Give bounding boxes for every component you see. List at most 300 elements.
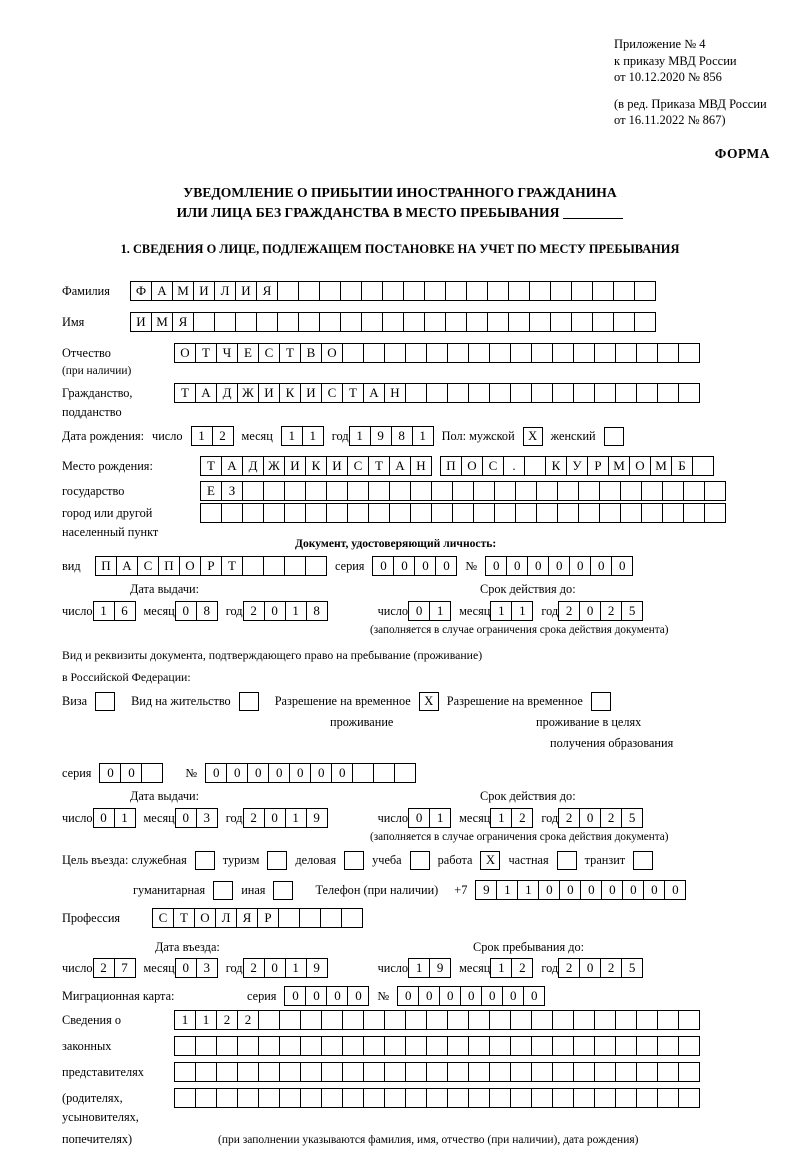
- char-cell[interactable]: [447, 1010, 469, 1030]
- char-cell[interactable]: [342, 1010, 364, 1030]
- char-cell[interactable]: [214, 312, 236, 332]
- char-cell[interactable]: [473, 481, 495, 501]
- char-cell[interactable]: [300, 1010, 322, 1030]
- birth-year-input[interactable]: [349, 426, 434, 446]
- char-cell[interactable]: [531, 343, 553, 363]
- char-cell[interactable]: [405, 383, 427, 403]
- char-cell[interactable]: [258, 1062, 280, 1082]
- char-cell[interactable]: 0: [502, 986, 524, 1006]
- char-cell[interactable]: [636, 1010, 658, 1030]
- char-cell[interactable]: [216, 1036, 238, 1056]
- char-cell[interactable]: [277, 312, 299, 332]
- char-cell[interactable]: [368, 503, 390, 523]
- char-cell[interactable]: [468, 343, 490, 363]
- char-cell[interactable]: [634, 312, 656, 332]
- char-cell[interactable]: [279, 1036, 301, 1056]
- char-cell[interactable]: [258, 1010, 280, 1030]
- birthplace-state-input[interactable]: [200, 456, 432, 476]
- char-cell[interactable]: [373, 763, 395, 783]
- char-cell[interactable]: [573, 1010, 595, 1030]
- char-cell[interactable]: Ж: [263, 456, 285, 476]
- char-cell[interactable]: У: [566, 456, 588, 476]
- char-cell[interactable]: С: [152, 908, 174, 928]
- char-cell[interactable]: 0: [601, 880, 623, 900]
- char-cell[interactable]: [431, 503, 453, 523]
- char-cell[interactable]: [426, 1010, 448, 1030]
- char-cell[interactable]: [410, 481, 432, 501]
- char-cell[interactable]: [578, 503, 600, 523]
- char-cell[interactable]: Т: [342, 383, 364, 403]
- birthplace-city-input-row2[interactable]: [200, 481, 726, 501]
- stay-number-input[interactable]: [205, 763, 416, 783]
- char-cell[interactable]: 0: [579, 808, 601, 828]
- char-cell[interactable]: [341, 908, 363, 928]
- char-cell[interactable]: 0: [414, 556, 436, 576]
- char-cell[interactable]: [636, 343, 658, 363]
- char-cell[interactable]: [531, 1036, 553, 1056]
- char-cell[interactable]: [321, 1010, 343, 1030]
- char-cell[interactable]: 6: [114, 601, 136, 621]
- char-cell[interactable]: [615, 1088, 637, 1108]
- char-cell[interactable]: 0: [485, 556, 507, 576]
- char-cell[interactable]: С: [482, 456, 504, 476]
- char-cell[interactable]: 2: [511, 808, 533, 828]
- char-cell[interactable]: [340, 281, 362, 301]
- char-cell[interactable]: 2: [558, 601, 580, 621]
- char-cell[interactable]: [573, 1062, 595, 1082]
- char-cell[interactable]: [599, 503, 621, 523]
- char-cell[interactable]: [174, 1062, 196, 1082]
- char-cell[interactable]: [592, 281, 614, 301]
- char-cell[interactable]: Е: [237, 343, 259, 363]
- char-cell[interactable]: [319, 281, 341, 301]
- char-cell[interactable]: 0: [175, 808, 197, 828]
- char-cell[interactable]: [174, 1036, 196, 1056]
- char-cell[interactable]: [508, 312, 530, 332]
- char-cell[interactable]: [466, 312, 488, 332]
- char-cell[interactable]: [615, 343, 637, 363]
- char-cell[interactable]: Л: [215, 908, 237, 928]
- char-cell[interactable]: [692, 456, 714, 476]
- legal-rep-input-row3[interactable]: [174, 1062, 700, 1082]
- char-cell[interactable]: 0: [579, 958, 601, 978]
- char-cell[interactable]: 2: [600, 601, 622, 621]
- char-cell[interactable]: 0: [559, 880, 581, 900]
- char-cell[interactable]: [242, 556, 264, 576]
- char-cell[interactable]: [594, 1062, 616, 1082]
- char-cell[interactable]: [657, 1036, 679, 1056]
- char-cell[interactable]: А: [195, 383, 217, 403]
- char-cell[interactable]: 0: [393, 556, 415, 576]
- char-cell[interactable]: [195, 1088, 217, 1108]
- char-cell[interactable]: [195, 1062, 217, 1082]
- char-cell[interactable]: [657, 1062, 679, 1082]
- char-cell[interactable]: [573, 383, 595, 403]
- char-cell[interactable]: [300, 1036, 322, 1056]
- surname-input[interactable]: [130, 281, 656, 301]
- char-cell[interactable]: О: [321, 343, 343, 363]
- char-cell[interactable]: [594, 1036, 616, 1056]
- char-cell[interactable]: 9: [475, 880, 497, 900]
- doc-valid-month-input[interactable]: [490, 601, 533, 621]
- char-cell[interactable]: 1: [285, 958, 307, 978]
- char-cell[interactable]: [326, 481, 348, 501]
- char-cell[interactable]: [657, 343, 679, 363]
- char-cell[interactable]: [363, 1036, 385, 1056]
- char-cell[interactable]: 1: [349, 426, 371, 446]
- char-cell[interactable]: [678, 1062, 700, 1082]
- char-cell[interactable]: 1: [511, 601, 533, 621]
- char-cell[interactable]: [573, 343, 595, 363]
- char-cell[interactable]: [452, 481, 474, 501]
- patronymic-input[interactable]: [174, 343, 700, 363]
- char-cell[interactable]: [363, 1088, 385, 1108]
- char-cell[interactable]: П: [95, 556, 117, 576]
- char-cell[interactable]: [305, 556, 327, 576]
- char-cell[interactable]: 0: [247, 763, 269, 783]
- purpose-other-checkbox[interactable]: [273, 881, 293, 900]
- char-cell[interactable]: О: [194, 908, 216, 928]
- purpose-service-checkbox[interactable]: [195, 851, 215, 870]
- char-cell[interactable]: 2: [600, 958, 622, 978]
- char-cell[interactable]: 0: [120, 763, 142, 783]
- char-cell[interactable]: [552, 1036, 574, 1056]
- char-cell[interactable]: Я: [172, 312, 194, 332]
- char-cell[interactable]: [320, 908, 342, 928]
- char-cell[interactable]: 2: [93, 958, 115, 978]
- char-cell[interactable]: [578, 481, 600, 501]
- char-cell[interactable]: [321, 1088, 343, 1108]
- char-cell[interactable]: 9: [306, 958, 328, 978]
- char-cell[interactable]: [468, 1062, 490, 1082]
- char-cell[interactable]: 8: [196, 601, 218, 621]
- char-cell[interactable]: [277, 281, 299, 301]
- char-cell[interactable]: [573, 1088, 595, 1108]
- char-cell[interactable]: [571, 281, 593, 301]
- char-cell[interactable]: 3: [196, 808, 218, 828]
- char-cell[interactable]: 1: [281, 426, 303, 446]
- char-cell[interactable]: 2: [600, 808, 622, 828]
- char-cell[interactable]: 0: [408, 601, 430, 621]
- char-cell[interactable]: 3: [196, 958, 218, 978]
- char-cell[interactable]: [641, 481, 663, 501]
- char-cell[interactable]: С: [347, 456, 369, 476]
- char-cell[interactable]: [256, 312, 278, 332]
- char-cell[interactable]: 0: [643, 880, 665, 900]
- char-cell[interactable]: [431, 481, 453, 501]
- char-cell[interactable]: 0: [99, 763, 121, 783]
- char-cell[interactable]: Л: [214, 281, 236, 301]
- char-cell[interactable]: [531, 1010, 553, 1030]
- char-cell[interactable]: [445, 312, 467, 332]
- doc-valid-day-input[interactable]: [408, 601, 451, 621]
- char-cell[interactable]: [531, 1062, 553, 1082]
- stay-series-input[interactable]: [99, 763, 163, 783]
- birth-month-input[interactable]: [281, 426, 324, 446]
- char-cell[interactable]: [319, 312, 341, 332]
- char-cell[interactable]: [242, 503, 264, 523]
- char-cell[interactable]: [683, 481, 705, 501]
- char-cell[interactable]: [489, 1088, 511, 1108]
- char-cell[interactable]: М: [608, 456, 630, 476]
- char-cell[interactable]: [216, 1088, 238, 1108]
- char-cell[interactable]: 9: [429, 958, 451, 978]
- char-cell[interactable]: [489, 343, 511, 363]
- char-cell[interactable]: [620, 481, 642, 501]
- char-cell[interactable]: [237, 1062, 259, 1082]
- char-cell[interactable]: [494, 481, 516, 501]
- char-cell[interactable]: 0: [397, 986, 419, 1006]
- char-cell[interactable]: [636, 383, 658, 403]
- char-cell[interactable]: [683, 503, 705, 523]
- char-cell[interactable]: [410, 503, 432, 523]
- char-cell[interactable]: К: [279, 383, 301, 403]
- purpose-business-checkbox[interactable]: [344, 851, 364, 870]
- char-cell[interactable]: [678, 343, 700, 363]
- char-cell[interactable]: [382, 312, 404, 332]
- char-cell[interactable]: К: [305, 456, 327, 476]
- char-cell[interactable]: [657, 1088, 679, 1108]
- char-cell[interactable]: [489, 1036, 511, 1056]
- birthplace-city-input-row1[interactable]: [440, 456, 714, 476]
- char-cell[interactable]: [494, 503, 516, 523]
- char-cell[interactable]: [424, 281, 446, 301]
- char-cell[interactable]: 0: [175, 958, 197, 978]
- char-cell[interactable]: [536, 481, 558, 501]
- char-cell[interactable]: [263, 556, 285, 576]
- char-cell[interactable]: 1: [490, 808, 512, 828]
- stay-issue-year-input[interactable]: [243, 808, 328, 828]
- char-cell[interactable]: [641, 503, 663, 523]
- char-cell[interactable]: [636, 1062, 658, 1082]
- name-input[interactable]: [130, 312, 656, 332]
- stay-valid-month-input[interactable]: [490, 808, 533, 828]
- char-cell[interactable]: П: [158, 556, 180, 576]
- migration-number-input[interactable]: [397, 986, 545, 1006]
- char-cell[interactable]: В: [300, 343, 322, 363]
- stay-valid-year-input[interactable]: [558, 808, 643, 828]
- char-cell[interactable]: [352, 763, 374, 783]
- char-cell[interactable]: Я: [256, 281, 278, 301]
- char-cell[interactable]: 1: [490, 958, 512, 978]
- char-cell[interactable]: Р: [587, 456, 609, 476]
- char-cell[interactable]: 0: [590, 556, 612, 576]
- char-cell[interactable]: 5: [621, 958, 643, 978]
- char-cell[interactable]: 2: [558, 808, 580, 828]
- char-cell[interactable]: [284, 481, 306, 501]
- char-cell[interactable]: [384, 1088, 406, 1108]
- temp-residence-checkbox[interactable]: Х: [419, 692, 439, 711]
- char-cell[interactable]: 1: [114, 808, 136, 828]
- char-cell[interactable]: [321, 1036, 343, 1056]
- char-cell[interactable]: [473, 503, 495, 523]
- char-cell[interactable]: [382, 281, 404, 301]
- char-cell[interactable]: 1: [93, 601, 115, 621]
- char-cell[interactable]: [363, 343, 385, 363]
- char-cell[interactable]: [536, 503, 558, 523]
- char-cell[interactable]: [466, 281, 488, 301]
- char-cell[interactable]: 0: [569, 556, 591, 576]
- char-cell[interactable]: [405, 1036, 427, 1056]
- char-cell[interactable]: 0: [226, 763, 248, 783]
- char-cell[interactable]: [305, 503, 327, 523]
- char-cell[interactable]: [141, 763, 163, 783]
- char-cell[interactable]: [508, 281, 530, 301]
- char-cell[interactable]: [524, 456, 546, 476]
- char-cell[interactable]: 0: [439, 986, 461, 1006]
- char-cell[interactable]: [573, 1036, 595, 1056]
- char-cell[interactable]: [615, 1010, 637, 1030]
- char-cell[interactable]: С: [137, 556, 159, 576]
- entry-month-input[interactable]: [175, 958, 218, 978]
- char-cell[interactable]: [298, 281, 320, 301]
- char-cell[interactable]: [258, 1088, 280, 1108]
- char-cell[interactable]: О: [174, 343, 196, 363]
- char-cell[interactable]: Ж: [237, 383, 259, 403]
- char-cell[interactable]: [452, 503, 474, 523]
- char-cell[interactable]: [426, 1088, 448, 1108]
- char-cell[interactable]: И: [284, 456, 306, 476]
- char-cell[interactable]: Е: [200, 481, 222, 501]
- char-cell[interactable]: [704, 481, 726, 501]
- char-cell[interactable]: 1: [408, 958, 430, 978]
- char-cell[interactable]: 0: [580, 880, 602, 900]
- char-cell[interactable]: [298, 312, 320, 332]
- char-cell[interactable]: [237, 1088, 259, 1108]
- char-cell[interactable]: [174, 1088, 196, 1108]
- doc-series-input[interactable]: [372, 556, 457, 576]
- char-cell[interactable]: Т: [195, 343, 217, 363]
- char-cell[interactable]: [384, 343, 406, 363]
- char-cell[interactable]: [326, 503, 348, 523]
- birthplace-city-input-row3[interactable]: [200, 503, 726, 523]
- char-cell[interactable]: [300, 1062, 322, 1082]
- char-cell[interactable]: [424, 312, 446, 332]
- doc-number-input[interactable]: [485, 556, 633, 576]
- char-cell[interactable]: 2: [243, 808, 265, 828]
- purpose-work-checkbox[interactable]: Х: [480, 851, 500, 870]
- char-cell[interactable]: М: [172, 281, 194, 301]
- sex-female-checkbox[interactable]: [604, 427, 624, 446]
- char-cell[interactable]: 1: [195, 1010, 217, 1030]
- char-cell[interactable]: [557, 503, 579, 523]
- char-cell[interactable]: 0: [326, 986, 348, 1006]
- citizenship-input[interactable]: [174, 383, 700, 403]
- char-cell[interactable]: [515, 503, 537, 523]
- char-cell[interactable]: [389, 481, 411, 501]
- char-cell[interactable]: [426, 1036, 448, 1056]
- char-cell[interactable]: [657, 383, 679, 403]
- char-cell[interactable]: Р: [200, 556, 222, 576]
- char-cell[interactable]: [384, 1010, 406, 1030]
- char-cell[interactable]: 0: [310, 763, 332, 783]
- char-cell[interactable]: [300, 1088, 322, 1108]
- char-cell[interactable]: [552, 343, 574, 363]
- char-cell[interactable]: [571, 312, 593, 332]
- char-cell[interactable]: 0: [289, 763, 311, 783]
- char-cell[interactable]: 1: [174, 1010, 196, 1030]
- char-cell[interactable]: 0: [418, 986, 440, 1006]
- char-cell[interactable]: [552, 1010, 574, 1030]
- char-cell[interactable]: 5: [621, 808, 643, 828]
- stay-end-month-input[interactable]: [490, 958, 533, 978]
- char-cell[interactable]: 0: [506, 556, 528, 576]
- char-cell[interactable]: [636, 1036, 658, 1056]
- char-cell[interactable]: [279, 1062, 301, 1082]
- char-cell[interactable]: 0: [175, 601, 197, 621]
- char-cell[interactable]: 0: [527, 556, 549, 576]
- char-cell[interactable]: [510, 383, 532, 403]
- char-cell[interactable]: 0: [435, 556, 457, 576]
- char-cell[interactable]: М: [151, 312, 173, 332]
- char-cell[interactable]: [468, 383, 490, 403]
- char-cell[interactable]: И: [130, 312, 152, 332]
- stay-issue-month-input[interactable]: [175, 808, 218, 828]
- char-cell[interactable]: [489, 1062, 511, 1082]
- char-cell[interactable]: Н: [410, 456, 432, 476]
- char-cell[interactable]: [195, 1036, 217, 1056]
- char-cell[interactable]: 0: [93, 808, 115, 828]
- char-cell[interactable]: О: [461, 456, 483, 476]
- char-cell[interactable]: [394, 763, 416, 783]
- char-cell[interactable]: [550, 312, 572, 332]
- char-cell[interactable]: [636, 1088, 658, 1108]
- char-cell[interactable]: [678, 1088, 700, 1108]
- char-cell[interactable]: [279, 1010, 301, 1030]
- char-cell[interactable]: К: [545, 456, 567, 476]
- char-cell[interactable]: А: [221, 456, 243, 476]
- purpose-transit-checkbox[interactable]: [633, 851, 653, 870]
- char-cell[interactable]: [447, 1036, 469, 1056]
- char-cell[interactable]: 0: [205, 763, 227, 783]
- char-cell[interactable]: [384, 1062, 406, 1082]
- char-cell[interactable]: 9: [306, 808, 328, 828]
- char-cell[interactable]: [405, 1088, 427, 1108]
- char-cell[interactable]: [305, 481, 327, 501]
- char-cell[interactable]: 9: [370, 426, 392, 446]
- char-cell[interactable]: П: [440, 456, 462, 476]
- char-cell[interactable]: [447, 1062, 469, 1082]
- char-cell[interactable]: [278, 908, 300, 928]
- char-cell[interactable]: 0: [264, 601, 286, 621]
- char-cell[interactable]: [531, 1088, 553, 1108]
- char-cell[interactable]: 0: [347, 986, 369, 1006]
- char-cell[interactable]: 0: [264, 808, 286, 828]
- char-cell[interactable]: 7: [114, 958, 136, 978]
- char-cell[interactable]: [221, 503, 243, 523]
- char-cell[interactable]: 1: [285, 601, 307, 621]
- char-cell[interactable]: [284, 503, 306, 523]
- char-cell[interactable]: Н: [384, 383, 406, 403]
- char-cell[interactable]: 1: [490, 601, 512, 621]
- char-cell[interactable]: [510, 343, 532, 363]
- char-cell[interactable]: [405, 343, 427, 363]
- char-cell[interactable]: [342, 343, 364, 363]
- char-cell[interactable]: И: [300, 383, 322, 403]
- char-cell[interactable]: [510, 1088, 532, 1108]
- char-cell[interactable]: [445, 281, 467, 301]
- char-cell[interactable]: И: [258, 383, 280, 403]
- char-cell[interactable]: [594, 343, 616, 363]
- char-cell[interactable]: 0: [579, 601, 601, 621]
- char-cell[interactable]: 1: [429, 601, 451, 621]
- char-cell[interactable]: [468, 1036, 490, 1056]
- char-cell[interactable]: Б: [671, 456, 693, 476]
- char-cell[interactable]: А: [389, 456, 411, 476]
- char-cell[interactable]: [678, 1036, 700, 1056]
- char-cell[interactable]: 1: [191, 426, 213, 446]
- char-cell[interactable]: 0: [331, 763, 353, 783]
